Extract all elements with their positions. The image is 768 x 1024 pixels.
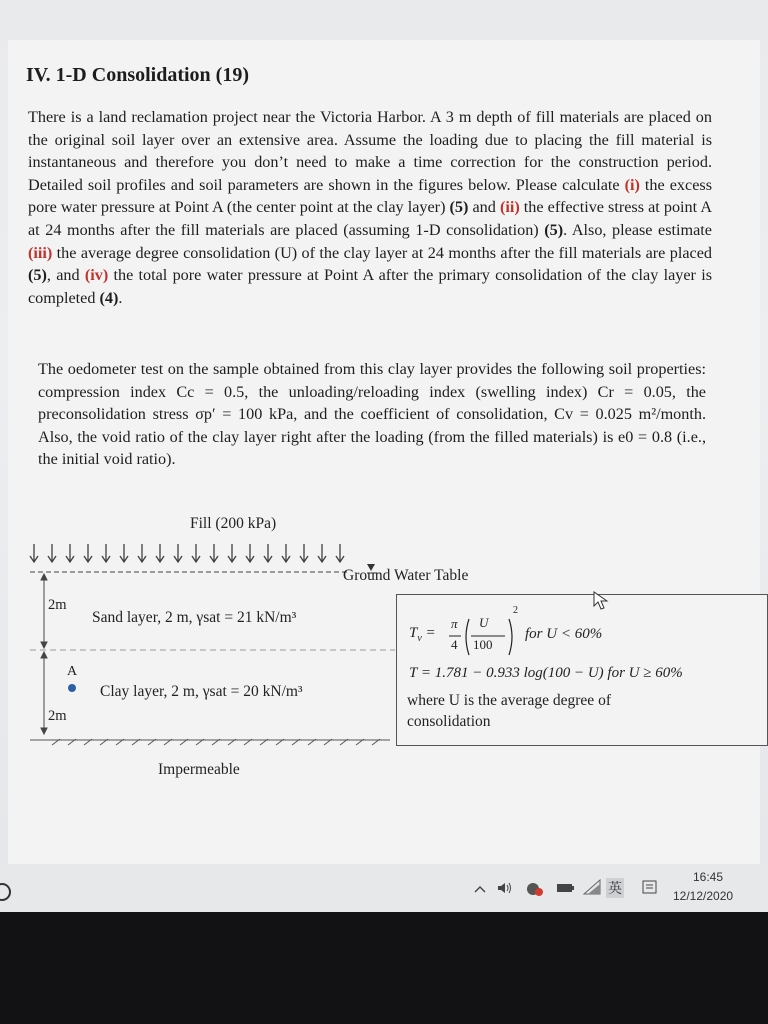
time-factor-formula-box <box>396 594 768 746</box>
mouse-cursor-icon <box>592 590 612 612</box>
square-exponent: 2 <box>513 605 518 616</box>
wifi-icon[interactable] <box>582 878 602 896</box>
condition-under-60: for U < 60% <box>525 626 603 642</box>
clay-depth-label: 2m <box>48 708 67 724</box>
fill-load-label: Fill (200 kPa) <box>190 515 277 532</box>
chevron-up-icon[interactable] <box>474 884 486 894</box>
impermeable-hatch <box>30 739 390 745</box>
tv-symbol: $T_v$ = <box>409 625 436 644</box>
fill-load-arrows <box>30 544 344 562</box>
page-title: IV. 1-D Consolidation (19) <box>26 64 249 86</box>
depth-dimension-lines <box>41 574 47 734</box>
hundred-denominator: 100 <box>473 637 493 652</box>
system-taskbar <box>0 864 768 915</box>
u-numerator: U <box>479 615 489 630</box>
network-icon[interactable] <box>524 880 546 898</box>
ime-icon[interactable]: 英 <box>608 880 622 896</box>
ground-water-table-label: Ground Water Table <box>343 567 469 584</box>
clock-time[interactable]: 16:45 <box>693 870 724 884</box>
battery-icon[interactable] <box>556 882 576 894</box>
point-a-marker <box>68 684 76 692</box>
problem-paragraph: There is a land reclamation project near the Victoria Harbor. A 3 m depth of fill materials are placed on the original soil layer over an extensive area. Assume the loading due to placing the fill material is instantaneous and therefore you don’t need to make a time correction for the construction period. Detailed soil profiles and soil parameters are shown in the figures below. Please calculate (i) the excess pore water pressure at Point A (the center point at the clay layer) (5) and (ii) the effective stress at point A at 24 months after the fill materials are placed (assuming 1-D consolidation) (5). Also, please estimate (iii) the average degree consolidation (U) of the clay layer at 24 months after the fill materials are placed (5), and (iv) the total pore water pressure at Point A after the primary consolidation of the clay layer is completed (4). <box>28 108 713 307</box>
taskbar-edge-icon <box>0 882 14 902</box>
clay-layer-label: Clay layer, 2 m, γsat = 20 kN/m³ <box>100 683 303 700</box>
point-a-label: A <box>67 664 78 679</box>
pi-symbol: π <box>451 616 458 631</box>
formula-note-line1: where U is the average degree of <box>407 692 611 709</box>
notification-icon[interactable] <box>642 880 658 896</box>
monitor-bezel <box>0 912 768 1024</box>
sand-layer-label: Sand layer, 2 m, γsat = 21 kN/m³ <box>92 609 297 626</box>
impermeable-label: Impermeable <box>158 761 240 778</box>
sand-depth-label: 2m <box>48 597 67 613</box>
soil-properties-paragraph: The oedometer test on the sample obtained from this clay layer provides the following soil properties: compression index Cc = 0.5, the unloading/reloading index (swelling index) Cr = 0.05, the preconsolidation stress σp′ = 100 kPa, and the coefficient of consolidation, Cv = 0.025 m²/month. Also, the void ratio of the clay layer right after the loading (from the filled materials) is e0 = 0.8 (i.e., the initial void ratio). <box>38 360 706 469</box>
clock-date[interactable]: 12/12/2020 <box>673 889 734 903</box>
four-denominator: 4 <box>451 637 458 652</box>
formula-note-line2: consolidation <box>407 713 491 730</box>
speaker-icon[interactable] <box>496 880 514 896</box>
tv-formula-over-60: T = 1.781 − 0.933 log(100 − U) for U ≥ 60% <box>409 665 683 681</box>
